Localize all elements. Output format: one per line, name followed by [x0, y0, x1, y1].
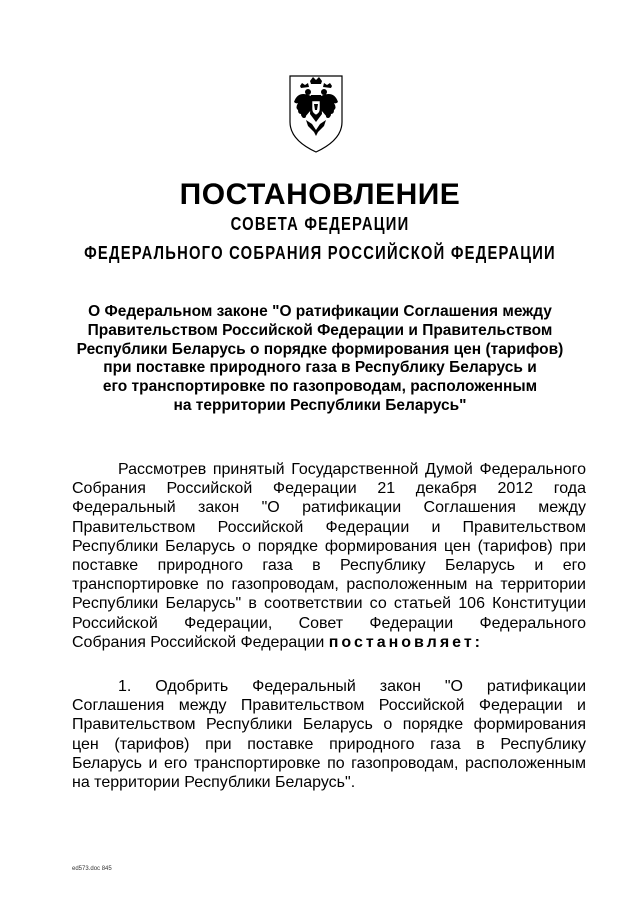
body-line: поставке природного газа в Республику Беларусь и его — [72, 556, 586, 574]
subject-line: его транспортировке по газопроводам, расположенным — [102, 378, 538, 396]
body-line: Республики Беларусь" в соответствии со статьей 106 Конституции — [72, 595, 586, 613]
coat-of-arms-icon — [284, 70, 348, 156]
body-line: Правительством Республики Беларусь о порядке формирования — [72, 716, 586, 734]
subject-line: на территории Республики Беларусь" — [173, 396, 467, 414]
issuer-line-1: СОВЕТА ФЕДЕРАЦИИ — [230, 214, 410, 234]
body-text: Собрания Российской Федерации — [72, 633, 329, 651]
body-line: 1. Одобрить Федеральный закон "О ратификации — [118, 678, 586, 695]
subject-line: О Федеральном законе "О ратификации Соглашения между — [88, 303, 552, 320]
subject-line: Правительством Российской Федерации и Правительством — [87, 321, 553, 339]
body-line-last — [72, 633, 586, 652]
document-title: ПОСТАНОВЛЕНИЕ — [179, 178, 461, 211]
body-line: Соглашения между Правительством Российской Федерации и — [72, 697, 586, 715]
decision-keyword: постановляет: — [328, 633, 484, 651]
body-line: цен (тарифов) при поставке природного газа в Республику — [72, 735, 586, 753]
resolution-subject — [60, 303, 580, 416]
body-line: Беларусь и его транспортировке по газопроводам, расположенным — [72, 754, 586, 772]
subject-line: Республики Беларусь о порядке формирования цен (тарифов) — [76, 340, 564, 358]
body-line: транспортировке по газопроводам, расположенным на территории — [72, 576, 586, 594]
body-line: Рассмотрев принятый Государственной Думой Федерального — [118, 461, 586, 478]
body-paragraph-1 — [72, 460, 586, 652]
issuer-line-2: ФЕДЕРАЛЬНОГО СОБРАНИЯ РОССИЙСКОЙ ФЕДЕРАЦИИ — [84, 243, 556, 263]
body-paragraph-2 — [72, 677, 586, 792]
body-line: Республики Беларусь о порядке формирования цен (тарифов) при — [72, 537, 586, 555]
body-line: Правительством Российской Федерации и Правительством — [72, 518, 586, 536]
body-line: на территории Республики Беларусь". — [72, 773, 356, 791]
body-line: Российской Федерации, Совет Федерации Федерального — [72, 614, 586, 632]
body-line: Собрания Российской Федерации 21 декабря 2012 года — [72, 480, 586, 498]
body-line: Федеральный закон "О ратификации Соглашения между — [72, 499, 586, 517]
file-reference: ed573.doc 845 — [72, 866, 112, 872]
subject-line: при поставке природного газа в Республику Беларусь и — [103, 359, 537, 377]
